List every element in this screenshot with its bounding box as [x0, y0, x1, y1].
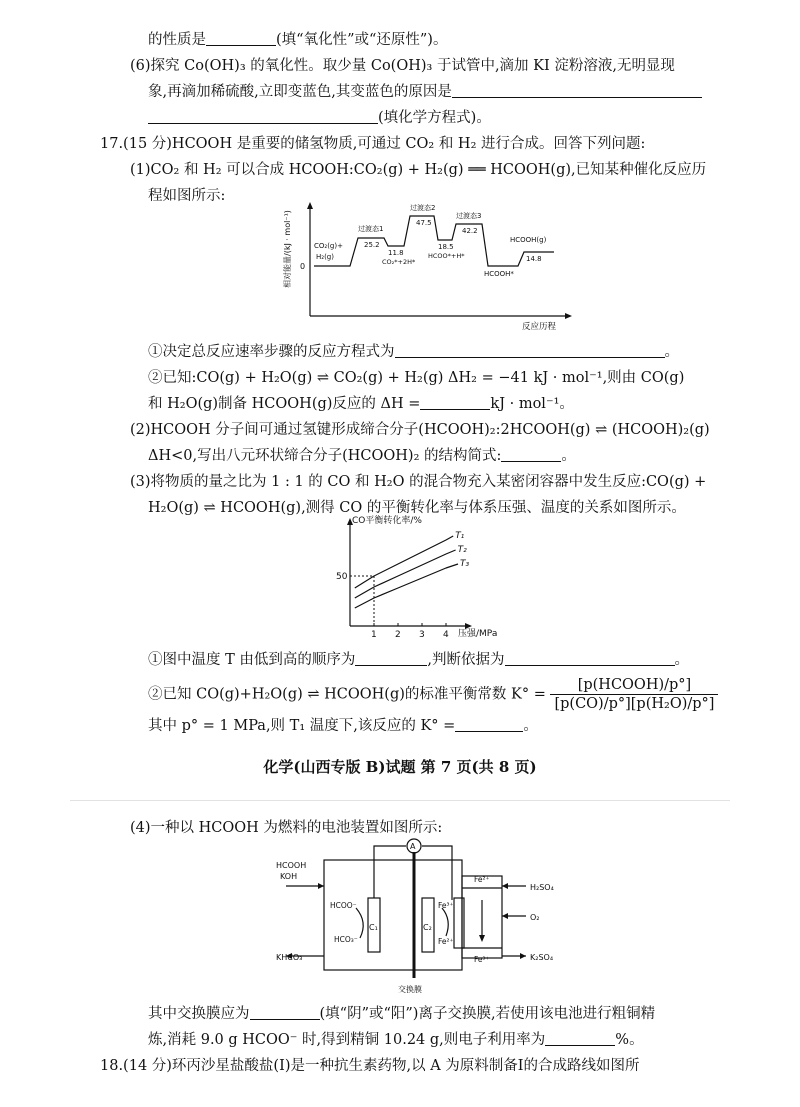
x-tick-label-0: 1 — [371, 630, 377, 640]
final-value: 14.8 — [526, 255, 542, 263]
y-axis-arrow — [307, 202, 313, 209]
text: ①图中温度 T 由低到高的顺序为 — [148, 652, 356, 668]
answer-blank[interactable] — [501, 446, 561, 462]
int1-label: CO₂*+2H* — [382, 258, 416, 266]
q17-p1-line2: 程如图所示: — [148, 188, 226, 204]
text: ①决定总反应速率步骤的反应方程式为 — [148, 344, 395, 360]
int2-value: 18.5 — [438, 243, 454, 251]
chart-y-label: CO平衡转化率/% — [352, 516, 422, 526]
arrow-in-right-top — [502, 883, 508, 889]
answer-blank[interactable] — [455, 716, 523, 732]
wire-right — [422, 846, 452, 900]
int1-value: 11.8 — [388, 249, 404, 257]
fuel-cell-diagram — [276, 838, 576, 998]
q17-p2-line1: (2)HCOOH 分子间可通过氢键形成缔合分子(HCOOH)₂:2HCOOH(g) ⇌ (HCOOH)₂(g) — [130, 422, 710, 438]
cathode-curve-arrow — [442, 908, 448, 936]
q17-p4: (4)一种以 HCOOH 为燃料的电池装置如图所示: — [130, 820, 443, 836]
y-tick-label-0: 50 — [336, 572, 348, 582]
answer-blank[interactable] — [355, 650, 427, 666]
series-line-1 — [355, 550, 456, 598]
q17-s2-line2 — [148, 394, 574, 414]
answer-blank[interactable] — [206, 30, 276, 46]
series-label-0: T₁ — [455, 531, 465, 541]
co-conversion-chart — [318, 512, 528, 642]
series-line-0 — [355, 536, 453, 588]
q16-p6-line1: (6)探究 Co(OH)₃ 的氧化性。取少量 Co(OH)₃ 于试管中,滴加 KI 淀粉溶液,无明显现 — [130, 58, 675, 74]
k-fraction — [550, 676, 718, 713]
ammeter-label: A — [410, 842, 416, 851]
q17-s3-3 — [148, 716, 538, 736]
text: 象,再滴加稀硫酸,立即变蓝色,其变蓝色的原因是 — [148, 84, 452, 100]
right-species-top: Fe³⁺ — [438, 901, 454, 910]
text: 其中 p° = 1 MPa,则 T₁ 温度下,该反应的 K° = — [148, 718, 456, 734]
series-label-2: T₃ — [460, 559, 470, 569]
middle-species-top: Fe²⁺ — [474, 875, 490, 884]
page-divider — [70, 800, 730, 801]
q16-line1 — [148, 30, 447, 50]
answer-blank[interactable] — [545, 1030, 615, 1046]
right-species-bottom: Fe²⁺ — [438, 937, 454, 946]
text: 和 H₂O(g)制备 HCOOH(g)反应的 ΔH = — [148, 396, 421, 412]
text: 其中交换膜应为 — [148, 1006, 250, 1022]
text: (填化学方程式)。 — [378, 110, 491, 126]
inlet-right-mid-label: O₂ — [530, 913, 540, 922]
text: ,判断依据为 — [427, 652, 505, 668]
answer-blank[interactable] — [452, 82, 702, 98]
q17-p3-line2: H₂O(g) ⇌ HCOOH(g),测得 CO 的平衡转化率与体系压强、温度的关系如图所示。 — [148, 500, 686, 516]
x-tick-label-3: 4 — [443, 630, 449, 640]
text: 。 — [523, 718, 538, 734]
text: 。 — [664, 344, 679, 360]
inlet-right-top-label: H₂SO₄ — [530, 883, 554, 892]
q16-p6-line2 — [148, 82, 702, 102]
q16-p6-line3 — [148, 108, 491, 128]
q17-p2-line2 — [148, 446, 576, 466]
text: (填“氧化性”或“还原性”)。 — [276, 32, 448, 48]
ts1-label: 过渡态1 — [358, 225, 384, 233]
text: kJ · mol⁻¹。 — [490, 396, 574, 412]
q17-p4-q-line1 — [148, 1004, 655, 1024]
arrow-down-head — [479, 935, 485, 942]
text: (填“阴”或“阳”)离子交换膜,若使用该电池进行粗铜精 — [319, 1006, 656, 1022]
q17-p4-q-line2 — [148, 1030, 644, 1050]
text: 。 — [674, 652, 689, 668]
q17-s1 — [148, 342, 679, 362]
energy-profile-diagram — [278, 198, 578, 333]
wire-left — [374, 846, 406, 898]
text: %。 — [615, 1032, 644, 1048]
q17-header: 17.(15 分)HCOOH 是重要的储氢物质,可通过 CO₂ 和 H₂ 进行合成。回答下列问题: — [100, 136, 646, 152]
text: 炼,消耗 9.0 g HCOO⁻ 时,得到精铜 10.24 g,则电子利用率为 — [148, 1032, 546, 1048]
electrode-c2-label: C₂ — [423, 923, 432, 932]
zero-label: 0 — [300, 262, 306, 271]
int3-label: HCOOH* — [484, 270, 514, 278]
arrow-in-left — [318, 883, 324, 889]
page-footer: 化学(山西专版 B)试题 第 7 页(共 8 页) — [263, 758, 537, 776]
q17-s3-2 — [148, 676, 718, 713]
arrow-out-right — [520, 953, 526, 959]
answer-blank[interactable] — [148, 108, 378, 124]
text: 的性质是 — [148, 32, 206, 48]
anode-chamber — [324, 860, 414, 970]
outlet-right-label: K₂SO₄ — [530, 953, 554, 962]
inlet-left-label-1: HCOOH — [276, 861, 307, 870]
membrane-label: 交换膜 — [398, 985, 422, 994]
text: 。 — [561, 448, 576, 464]
outlet-left-label: KHCO₃ — [276, 953, 303, 962]
ts1-value: 25.2 — [364, 241, 380, 249]
series-label-1: T₂ — [457, 545, 467, 555]
state-label-initial-top: CO₂(g)+ — [314, 242, 343, 250]
q18-header: 18.(14 分)环丙沙星盐酸盐(Ⅰ)是一种抗生素药物,以 A 为原料制备Ⅰ的合成路线如图所 — [100, 1058, 640, 1074]
electrode-c1-label: C₁ — [369, 923, 378, 932]
q17-p3-line1: (3)将物质的量之比为 1 : 1 的 CO 和 H₂O 的混合物充入某密闭容器中发生反应:CO(g) + — [130, 474, 707, 490]
answer-blank[interactable] — [250, 1004, 320, 1020]
int2-label: HCOO*+H* — [428, 252, 465, 260]
ts3-label: 过渡态3 — [456, 212, 482, 220]
y-axis-label: 相对能量/(kJ · mol⁻¹) — [283, 210, 292, 288]
answer-blank[interactable] — [505, 650, 675, 666]
answer-blank[interactable] — [395, 342, 665, 358]
anode-curve-arrow — [356, 908, 363, 938]
text: ②已知 CO(g)+H₂O(g) ⇌ HCOOH(g)的标准平衡常数 K° = — [148, 686, 546, 703]
answer-blank[interactable] — [420, 394, 490, 410]
inlet-left-label-2: KOH — [280, 872, 298, 881]
q17-p1-line1: (1)CO₂ 和 H₂ 可以合成 HCOOH:CO₂(g) + H₂(g) ══ HCOOH(g),已知某种催化反应历 — [130, 162, 707, 178]
arrow-in-right-mid — [502, 913, 508, 919]
cathode-chamber — [414, 860, 462, 970]
ts2-value: 47.5 — [416, 219, 432, 227]
ts3-value: 42.2 — [462, 227, 478, 235]
ts2-label: 过渡态2 — [410, 204, 436, 212]
state-label-initial-bottom: H₂(g) — [316, 253, 334, 261]
fraction-denominator: [p(CO)/p°][p(H₂O)/p°] — [554, 696, 715, 712]
x-tick-label-2: 3 — [419, 630, 425, 640]
x-tick-label-1: 2 — [395, 630, 401, 640]
q17-s2-line1: ②已知:CO(g) + H₂O(g) ⇌ CO₂(g) + H₂(g) ΔH₂ = −41 kJ · mol⁻¹,则由 CO(g) — [148, 370, 685, 386]
chart-x-label: 压强/MPa — [458, 629, 498, 639]
q17-s3-1 — [148, 650, 689, 670]
text: ΔH<0,写出八元环状缔合分子(HCOOH)₂ 的结构简式: — [148, 448, 502, 464]
fraction-numerator: [p(HCOOH)/p°] — [550, 676, 718, 695]
left-species-bottom: HCO₃⁻ — [334, 935, 358, 944]
left-species-top: HCOO⁻ — [330, 901, 357, 910]
final-label: HCOOH(g) — [510, 236, 547, 244]
middle-species-bottom: Fe³⁺ — [474, 955, 490, 964]
x-axis-arrow — [565, 313, 572, 319]
x-axis-label: 反应历程 — [522, 322, 557, 332]
series-line-2 — [355, 564, 458, 608]
